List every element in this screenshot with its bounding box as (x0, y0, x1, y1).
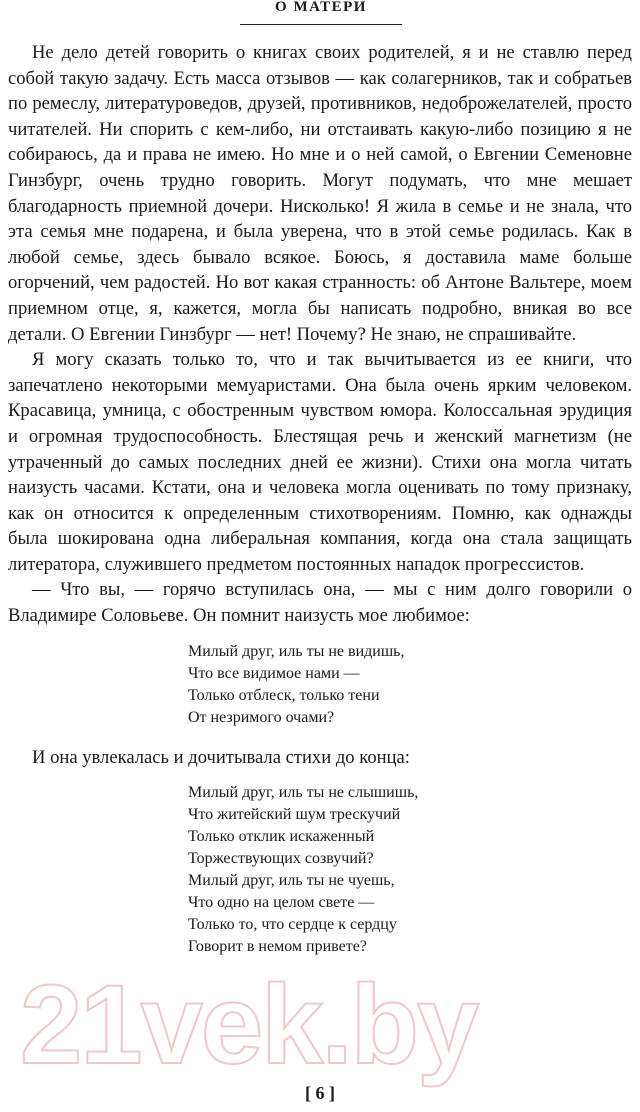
poem-line: Милый друг, иль ты не видишь, (188, 642, 405, 660)
watermark: 21vek.by (20, 962, 478, 1087)
poem-line: Что одно на целом свете — (188, 894, 375, 912)
paragraph: Не дело детей говорить о книгах своих родителей, я и не ставлю перед собой такую задачу. Есть масса отзывов — как солагерников, так и собратьев по ремеслу, литературоведов, друзей, противников, недоброжелателей, просто читателей. Ни спорить с кем-либо, ни отстаивать какую-либо позицию я не собираюсь, да и права не имею. Но мне и о ней самой, о Евгении Семеновне Гинзбург, очень трудно говорить. Могут подумать, что мне мешает благодарность приемной дочери. Нисколько! Я жила в семье и не знала, что эта семья мне подарена, и была уверена, что в этой семье родилась. Как в любой семье, здесь бывало всякое. Боюсь, я доставила маме больше огорчений, чем радостей. Но вот какая странность: об Антоне Вальтере, моем приемном отце, я, кажется, могла бы написать подробно, вникая во все детали. О Евгении Гинзбург — нет! Почему? Не знаю, не спрашивайте. (8, 42, 632, 345)
poem-line: Милый друг, иль ты не чуешь, (188, 872, 395, 890)
poem-line: Что все видимое нами — (188, 664, 360, 682)
page-number: [ 6 ] (305, 1083, 335, 1103)
poem-stanza-1 (188, 641, 632, 729)
poem-line: Что житейский шум трескучий (188, 806, 401, 824)
paragraph: Я могу сказать только то, что и так вычитывается из ее книги, что запечатлено некоторыми мемуаристами. Она была очень ярким человеком. Красавица, умница, с обостренным чувством юмора. Колоссальная эрудиция и огромная трудоспособность. Блестящая речь и женский магнетизм (не утраченный до самых последних дней ее жизни). Стихи она могла читать наизусть часами. Кстати, она и человека могла оценивать по тому признаку, как он относится к определенным стихотворениям. Помню, как однажды была шокирована одна либеральная компания, когда она стала защищать литератора, служившего предметом постоянных нападок прогрессистов. (8, 349, 632, 575)
poem-line: Только отклик искаженный (188, 828, 375, 846)
poem-line: Только то, что сердце к сердцу (188, 916, 397, 934)
paragraph: И она увлекалась и дочитывала стихи до конца: (32, 746, 410, 768)
paragraph: — Что вы, — горячо вступилась она, — мы с ним долго говорили о Владимире Соловьеве. Он помнит наизусть мое любимое: (8, 579, 632, 627)
poem-line: От незримого очами? (188, 708, 335, 726)
poem-line: Торжествующих созвучий? (188, 850, 374, 868)
running-header: О МАТЕРИ (240, 0, 402, 25)
page-text (8, 40, 632, 974)
poem-stanza-2 (188, 782, 632, 958)
poem-line: Только отблеск, только тени (188, 686, 380, 704)
poem-line: Милый друг, иль ты не слышишь, (188, 784, 419, 802)
poem-line: Говорит в немом привете? (188, 938, 367, 956)
